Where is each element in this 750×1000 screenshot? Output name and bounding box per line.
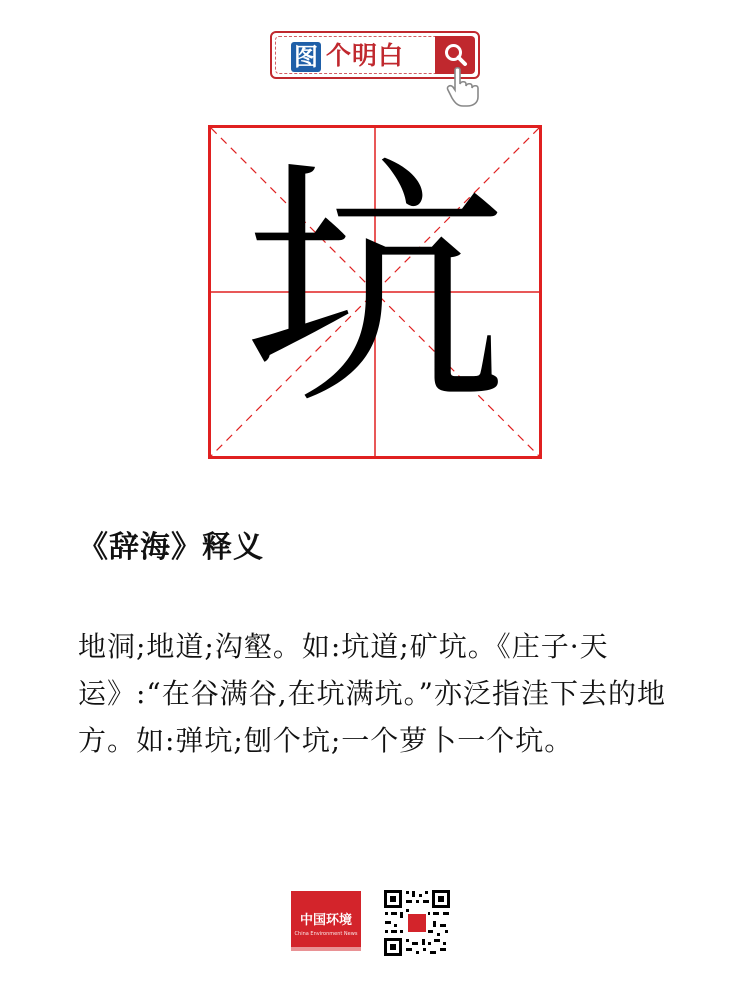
brand-logo bbox=[291, 891, 361, 951]
logo-text: 个明白 bbox=[326, 41, 405, 70]
search-icon bbox=[443, 42, 469, 68]
logo-icon-char: 图 bbox=[291, 42, 321, 72]
hand-pointer-icon bbox=[445, 66, 485, 108]
brand-name: 中国环境 bbox=[299, 913, 352, 928]
main-character: 坑 bbox=[244, 135, 506, 440]
definition-title: 《辞海》释义 bbox=[78, 530, 264, 565]
definition-body: 地洞;地道;沟壑。如:坑道;矿坑。《庄子·天运》:“在谷满谷,在坑满坑。”亦泛指洼下去的地方。如:弹坑;刨个坑;一个萝卜一个坑。 bbox=[78, 630, 666, 757]
brand-base-strip bbox=[291, 947, 361, 951]
brand-english-name: China Environment News bbox=[294, 931, 358, 937]
character-grid bbox=[208, 125, 542, 459]
qr-code-icon[interactable] bbox=[382, 888, 452, 958]
